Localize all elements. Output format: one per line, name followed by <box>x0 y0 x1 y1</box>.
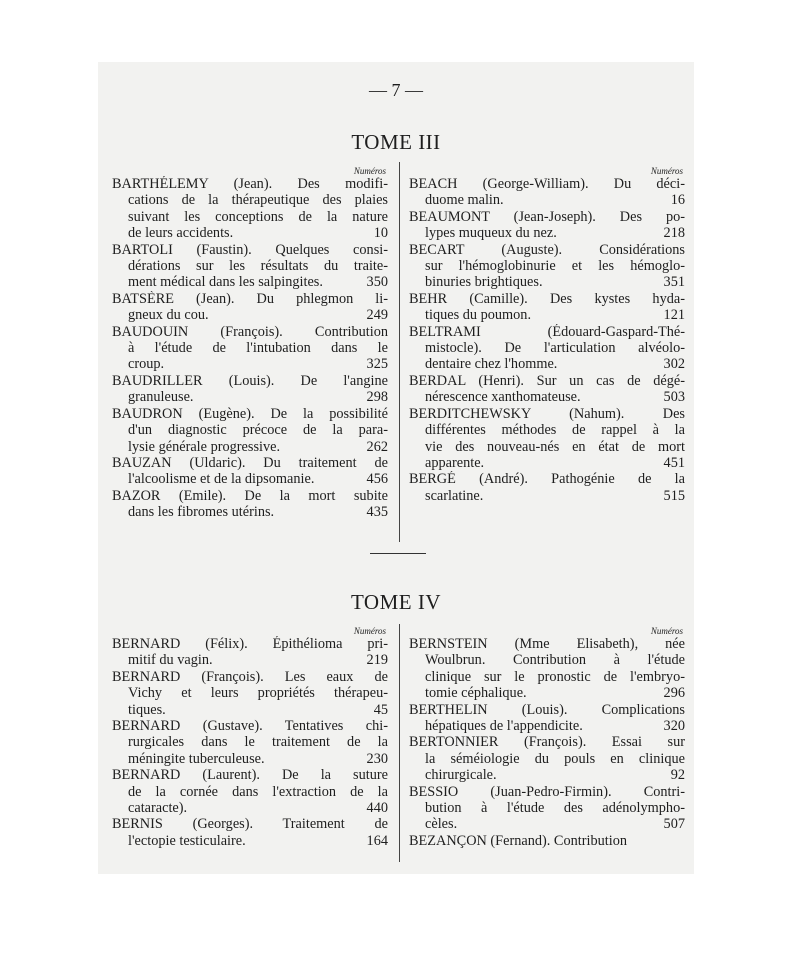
index-entry <box>409 176 685 209</box>
index-entry <box>112 373 388 406</box>
numeros-header: Numéros <box>353 166 386 176</box>
section-title-tome-iii: TOME III <box>351 130 441 154</box>
entry-text-line: rurgicales dans le traitement de la <box>128 734 388 751</box>
entry-text-line: chirurgicale. <box>425 767 497 784</box>
index-entry <box>409 636 685 702</box>
entry-text-line: BELTRAMI (Édouard-Gaspard-Thé- <box>409 323 685 340</box>
page-number-ref: 219 <box>366 652 388 669</box>
entry-text-line: différentes méthodes de rappel à la <box>425 422 685 439</box>
entry-text-line: BEACH (George-William). Du déci- <box>409 176 685 192</box>
page-number-ref: 350 <box>366 274 388 291</box>
entry-text-line: cèles. <box>425 816 458 833</box>
entry-text-line: sur l'hémoglobinurie et les hémoglo- <box>425 258 685 275</box>
numeros-header: Numéros <box>650 166 683 176</box>
entry-text-line: BERTHELIN (Louis). Complications <box>409 701 685 718</box>
entries-column <box>112 626 388 849</box>
index-entry <box>112 242 388 291</box>
page-number-ref: 16 <box>670 192 685 209</box>
entry-text-line: BARTHÉLEMY (Jean). Des modifi- <box>112 176 388 192</box>
entry-text-line: BEZANÇON (Fernand). Contribution <box>409 832 628 849</box>
entry-text-line: BERNARD (Gustave). Tentatives chi- <box>112 718 388 735</box>
page-number-ref: 45 <box>373 701 388 718</box>
page-number-ref: 230 <box>366 750 388 767</box>
entry-text-line: croup. <box>128 356 165 373</box>
index-entry <box>409 324 685 373</box>
entry-text-line: nérescence xanthomateuse. <box>425 389 581 406</box>
entry-text-line: Vichy et leurs propriétés thérapeu- <box>128 685 388 702</box>
entry-text-line: BAUDOUIN (François). Contribution <box>112 323 388 340</box>
page-number-ref: 262 <box>366 438 388 455</box>
entry-text-line: BEAUMONT (Jean-Joseph). Des po- <box>409 208 685 225</box>
index-entry <box>409 734 685 783</box>
index-entry <box>112 324 388 373</box>
entry-text-line: BERNARD (François). Les eaux de <box>112 668 388 685</box>
index-entry <box>409 784 685 833</box>
entry-text-line: mistocle). De l'articulation alvéolo- <box>425 340 685 357</box>
entry-text-line: cataracte). <box>128 800 188 817</box>
entry-text-line: tiques du poumon. <box>425 307 532 324</box>
page-number-ref: 440 <box>366 800 388 817</box>
entry-text-line: à l'étude de l'intubation dans le <box>128 340 388 357</box>
page-number-ref: 503 <box>663 389 685 406</box>
entry-text-line: granuleuse. <box>128 389 194 406</box>
page-number-ref: 249 <box>366 307 388 324</box>
entry-text-line: Woulbrun. Contribution à l'étude <box>425 652 685 669</box>
entry-text-line: lysie générale progressive. <box>128 438 281 455</box>
entry-text-line: BERNARD (Félix). Épithélioma pri- <box>112 636 388 652</box>
index-entry <box>112 816 388 849</box>
entry-text-line: mitif du vagin. <box>128 652 213 669</box>
index-entry <box>409 406 685 472</box>
page-number-ref <box>655 833 685 849</box>
index-entry <box>112 767 388 816</box>
index-entry <box>112 718 388 767</box>
page-number-ref: 92 <box>670 767 685 784</box>
document-page <box>98 62 694 874</box>
entry-text-line: BERNIS (Georges). Traitement de <box>112 816 388 833</box>
index-entry <box>112 488 388 521</box>
entry-text-line: BERDAL (Henri). Sur un cas de dégé- <box>409 372 685 389</box>
entry-text-line: suivant les conceptions de la nature <box>128 208 388 225</box>
page-number-ref: 456 <box>366 471 388 488</box>
page-number-ref: 298 <box>366 389 388 406</box>
entry-text-line: dentaire chez l'homme. <box>425 356 558 373</box>
section-title-tome-iv: TOME IV <box>350 590 442 614</box>
entry-text-line: ment médical dans les salpingites. <box>128 274 323 291</box>
entry-text-line: BESSIO (Juan-Pedro-Firmin). Contri- <box>409 783 685 800</box>
entry-text-line: la séméiologie du pouls en clinique <box>425 750 685 767</box>
entry-text-line: BECART (Auguste). Considérations <box>409 241 685 258</box>
entry-text-line: duome malin. <box>425 192 504 209</box>
page-number-ref: 121 <box>663 307 685 324</box>
entry-text-line: BAUDRILLER (Louis). De l'angine <box>112 372 388 389</box>
page-number-ref: 515 <box>663 487 685 504</box>
entry-text-line: de la cornée dans l'extraction de la <box>128 783 388 800</box>
entry-text-line: binuries brightiques. <box>425 274 543 291</box>
entry-text-line: BATSÈRE (Jean). Du phlegmon li- <box>112 290 388 307</box>
entry-text-line: de leurs accidents. <box>128 225 234 242</box>
entry-text-line: méningite tuberculeuse. <box>128 750 265 767</box>
entry-text-line: hépatiques de l'appendicite. <box>425 718 583 735</box>
entry-text-line: scarlatine. <box>425 487 484 504</box>
entry-text-line: BAUDRON (Eugène). De la possibilité <box>112 405 388 422</box>
entry-text-line: dérations sur les résultats du traite- <box>128 258 388 275</box>
page-number: — 7 — <box>369 80 423 100</box>
numeros-header: Numéros <box>650 626 683 636</box>
index-entry <box>112 636 388 669</box>
entry-text-line: BERNARD (Laurent). De la suture <box>112 767 388 784</box>
page-number-ref: 296 <box>663 685 685 702</box>
index-entry <box>409 702 685 735</box>
entry-text-line: l'ectopie testiculaire. <box>128 832 246 849</box>
page-number-ref: 325 <box>366 356 388 373</box>
entry-text-line: tiques. <box>128 701 166 718</box>
entry-text-line: l'alcoolisme et de la dipsomanie. <box>128 471 315 488</box>
entry-text-line: BERGÉ (André). Pathogénie de la <box>409 471 685 488</box>
index-entry <box>112 291 388 324</box>
section-divider <box>370 553 426 554</box>
entry-text-line: BEHR (Camille). Des kystes hyda- <box>409 290 685 307</box>
index-entry <box>112 455 388 488</box>
entry-text-line: BERNSTEIN (Mme Elisabeth), née <box>409 636 685 652</box>
page-number-ref: 451 <box>663 454 685 471</box>
entry-text-line: tomie céphalique. <box>425 685 527 702</box>
entry-text-line: clinique sur le pronostic de l'embryo- <box>425 668 685 685</box>
entry-text-line: gneux du cou. <box>128 307 209 324</box>
page-number-ref: 218 <box>663 225 685 242</box>
index-entry <box>409 209 685 242</box>
index-entry <box>409 242 685 291</box>
page-number-ref: 435 <box>366 504 388 521</box>
entry-text-line: lypes muqueux du nez. <box>425 225 557 242</box>
entry-text-line: BAZOR (Emile). De la mort subite <box>112 487 388 504</box>
index-entry <box>112 406 388 455</box>
entry-text-line: d'un diagnostic précoce de la para- <box>128 422 388 439</box>
page-number-ref: 351 <box>663 274 685 291</box>
column-divider <box>399 162 400 542</box>
entry-text-line: BAUZAN (Uldaric). Du traitement de <box>112 454 388 471</box>
entry-text-line: bution à l'étude des adénolympho- <box>425 800 685 817</box>
page-number-ref: 302 <box>663 356 685 373</box>
column-divider <box>399 624 400 862</box>
entry-text-line: dans les fibromes utérins. <box>128 504 275 521</box>
entry-text-line: cations de la thérapeutique des plaies <box>128 192 388 209</box>
entries-column <box>409 626 685 849</box>
index-entry <box>409 471 685 504</box>
entry-text-line: apparente. <box>425 454 485 471</box>
page-number-ref: 10 <box>373 225 388 242</box>
index-entry <box>112 669 388 718</box>
entry-text-line: BARTOLI (Faustin). Quelques consi- <box>112 241 388 258</box>
numeros-header: Numéros <box>353 626 386 636</box>
index-entry <box>409 833 685 849</box>
index-entry <box>112 176 388 242</box>
entry-text-line: vie des nouveau-nés en état de mort <box>425 438 685 455</box>
index-entry <box>409 291 685 324</box>
entry-text-line: BERDITCHEWSKY (Nahum). Des <box>409 405 685 422</box>
entry-text-line: BERTONNIER (François). Essai sur <box>409 734 685 751</box>
index-entry <box>409 373 685 406</box>
page-number-ref: 507 <box>663 816 685 833</box>
entries-column <box>409 166 685 504</box>
page-number-ref: 164 <box>366 832 388 849</box>
page-number-ref: 320 <box>663 718 685 735</box>
entries-column <box>112 166 388 521</box>
